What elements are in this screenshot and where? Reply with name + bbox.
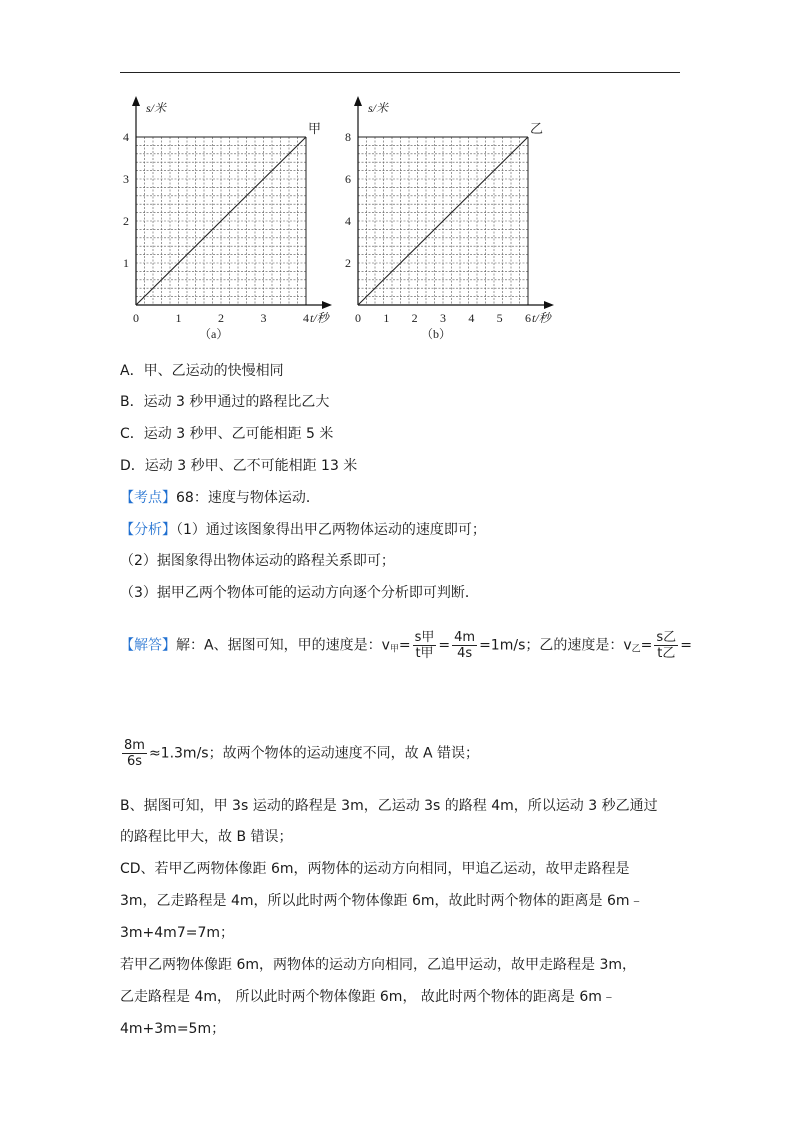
header-rule [120, 72, 680, 73]
x-axis-arrow [544, 301, 554, 309]
frac-s-yi [654, 630, 678, 661]
jieda-c2: 3m，乙走路程是 4m，所以此时两个物体像距 6m，故此时两个物体的距离是 6m﹣ [120, 893, 644, 909]
fenxi-line-1 [120, 519, 486, 539]
fenxi-line-2: （2）据图象得出物体运动的路程关系即可； [120, 553, 395, 569]
y-tick-label: 8 [345, 130, 351, 144]
jieda-p3: ≈1.3m/s；故两个物体的运动速度不同，故 A 错误； [148, 745, 480, 762]
jieda-b2: 的路程比甲大，故 B 错误； [120, 829, 293, 845]
frac-num: s甲 [414, 630, 435, 645]
y-axis-label: s/米 [146, 101, 167, 115]
frac-den: 4s [457, 646, 473, 661]
y-tick-label: 4 [345, 214, 351, 228]
eq-sign: = [398, 637, 411, 654]
frac-num: 8m [124, 738, 145, 753]
panel-label: （b） [421, 327, 452, 341]
x-tick-label: 4 [303, 311, 309, 325]
y-tick-label: 6 [345, 172, 351, 186]
y-axis-arrow [354, 96, 362, 106]
option-a: A．甲、乙运动的快慢相同 [120, 363, 284, 379]
x-tick-label: 1 [175, 311, 182, 325]
frac-4m-4s [452, 630, 477, 661]
sub-yi: 乙 [631, 644, 641, 655]
y-tick-label: 1 [123, 256, 129, 270]
y-axis-arrow [132, 96, 140, 106]
jieda-p2: =1m/s；乙的速度是：v [479, 637, 632, 654]
x-tick-label: 6 [525, 311, 531, 325]
frac-s-jia [413, 630, 437, 661]
x-tick-label: 5 [496, 311, 503, 325]
x-tick-label: 2 [411, 311, 418, 325]
x-axis-arrow [322, 301, 332, 309]
fenxi-tag: 【分析】 [120, 522, 176, 538]
fenxi-text-1: （1）通过该图象得出甲乙两物体运动的速度即可； [176, 522, 486, 538]
frac-den: t甲 [415, 646, 434, 661]
chart-a [118, 92, 350, 344]
frac-den: 6s [126, 754, 142, 769]
frac-den: t乙 [657, 646, 676, 661]
eq-sign: = [640, 637, 653, 654]
y-tick-label: 4 [123, 130, 129, 144]
option-d: D．运动 3 秒甲、乙不可能相距 13 米 [120, 458, 358, 474]
frac-num: 4m [454, 630, 476, 645]
y-axis-label: s/米 [368, 101, 389, 115]
series-label: 乙 [530, 121, 544, 136]
kaodian-tag: 【考点】 [120, 490, 176, 506]
x-tick-label: 0 [133, 311, 139, 325]
jieda-d2: 乙走路程是 4m， 所以此时两个物体像距 6m， 故此时两个物体的距离是 6m﹣ [120, 989, 616, 1005]
y-tick-label: 2 [123, 214, 129, 228]
y-tick-label: 3 [123, 172, 129, 186]
fenxi-line-3: （3）据甲乙两个物体可能的运动方向逐个分析即可判断． [120, 585, 479, 601]
panel-label: （a） [199, 327, 229, 341]
option-b: B．运动 3 秒甲通过的路程比乙大 [120, 394, 330, 410]
jieda-line-2 [120, 738, 479, 769]
y-tick-label: 2 [345, 256, 351, 270]
eq-sign: = [438, 637, 451, 654]
jieda-c3: 3m+4m7=7m； [120, 925, 235, 941]
eq-sign: = [680, 637, 692, 654]
x-tick-label: 3 [440, 311, 446, 325]
chart-b [340, 92, 572, 344]
x-tick-label: 0 [355, 311, 361, 325]
option-c: C．运动 3 秒甲、乙可能相距 5 米 [120, 426, 334, 442]
jieda-c1: CD、若甲乙两物体像距 6m，两物体的运动方向相同，甲追乙运动，故甲走路程是 [120, 861, 630, 877]
series-label: 甲 [308, 121, 322, 136]
frac-num: s乙 [656, 630, 677, 645]
jieda-line-1 [120, 630, 692, 661]
frac-8m-6s [122, 738, 147, 769]
jieda-d3: 4m+3m=5m； [120, 1021, 226, 1037]
jieda-d1: 若甲乙两物体像距 6m，两物体的运动方向相同，乙追甲运动，故甲走路程是 3m， [120, 957, 636, 973]
jieda-tag: 【解答】 [120, 637, 176, 654]
jieda-b1: B、据图可知，甲 3s 运动的路程是 3m，乙运动 3s 的路程 4m，所以运动 3 秒乙通过 [120, 798, 658, 814]
x-tick-label: 1 [383, 311, 390, 325]
kaodian-text: 68：速度与物体运动． [176, 490, 320, 506]
kaodian [120, 487, 320, 507]
x-axis-label: t/秒 [532, 311, 551, 325]
x-axis-label: t/秒 [310, 311, 329, 325]
x-tick-label: 3 [260, 311, 267, 325]
sub-jia: 甲 [389, 644, 399, 655]
jieda-p1: 解：A、据图可知，甲的速度是：v [176, 637, 390, 654]
x-tick-label: 2 [218, 311, 224, 325]
x-tick-label: 4 [468, 311, 475, 325]
